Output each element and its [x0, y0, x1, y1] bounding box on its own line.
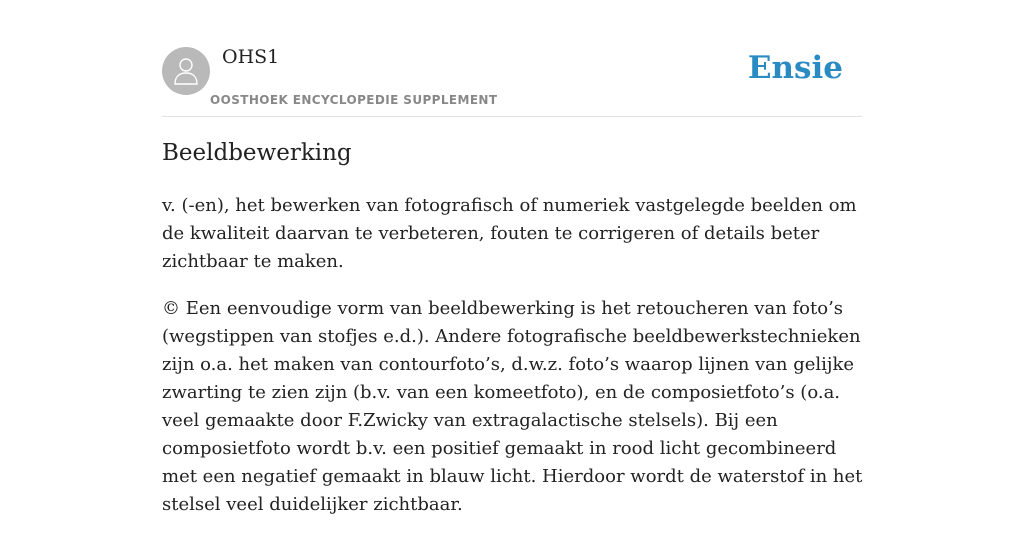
- article-title: Beeldbewerking: [162, 140, 352, 166]
- user-icon: [174, 57, 198, 85]
- explanation-paragraph: © Een eenvoudige vorm van beeldbewerking is het retoucheren van foto’s (wegstippen van stofjes e.d.). Andere fotografische beeldbewerkstechnieken zijn o.a. het maken van contourfoto’s, d.w.z. foto’s waarop lijnen van gelijke zwarting te zien zijn (b.v. van een komeetfoto), en de composietfoto’s (o.a. veel gemaakte door F.Zwicky van extragalactische stelsels). Bij een composietfoto wordt b.v. een positief gemaakt in rood licht gecombineerd met een negatief gemaakt in blauw licht. Hierdoor wordt de waterstof in het stelsel veel duidelijker zichtbaar.: [162, 298, 863, 515]
- definition-paragraph: v. (-en), het bewerken van fotografisch of numeriek vastgelegde beelden om de kwaliteit daarvan te verbeteren, fouten te corrigeren of details beter zichtbaar te maken.: [162, 195, 857, 272]
- article-body: [162, 192, 867, 538]
- page-header: [162, 0, 862, 117]
- source-link[interactable]: OOSTHOEK ENCYCLOPEDIE SUPPLEMENT: [210, 93, 498, 107]
- owner-link[interactable]: OHS1: [222, 46, 280, 68]
- brand-logo[interactable]: Ensie: [747, 50, 843, 86]
- avatar[interactable]: [162, 47, 210, 95]
